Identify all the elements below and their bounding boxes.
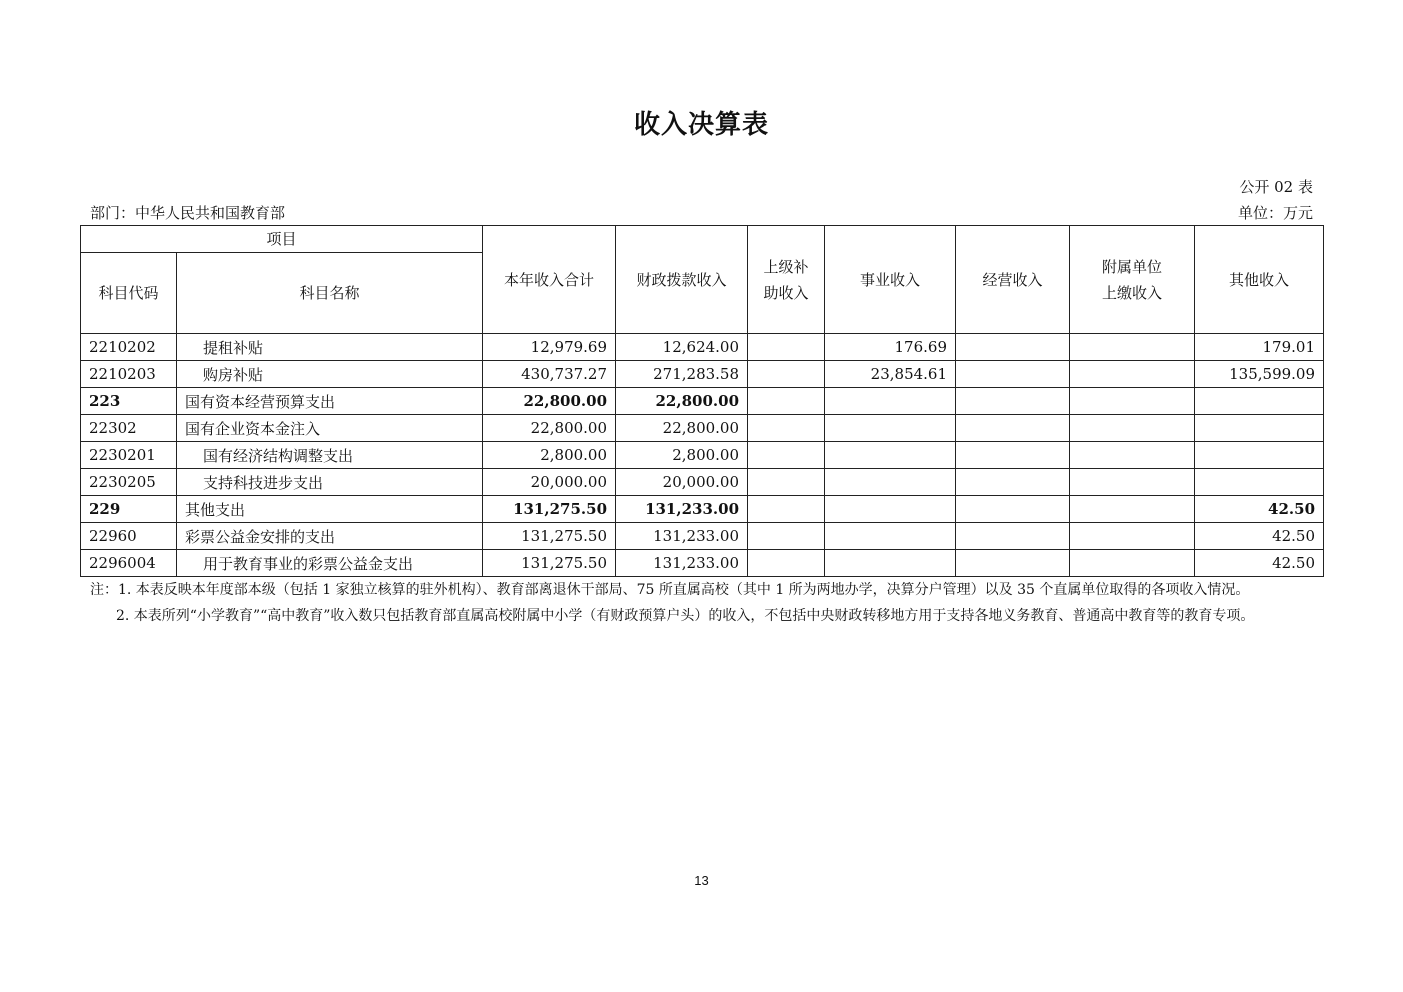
row-total: 12,979.69	[483, 334, 616, 361]
row-other: 42.50	[1195, 496, 1324, 523]
row-total: 22,800.00	[483, 415, 616, 442]
row-operating	[956, 415, 1070, 442]
row-superior	[748, 550, 825, 577]
row-superior	[748, 334, 825, 361]
row-fiscal: 22,800.00	[616, 388, 748, 415]
row-fiscal: 12,624.00	[616, 334, 748, 361]
row-operating	[956, 334, 1070, 361]
row-name: 国有资本经营预算支出	[177, 388, 483, 415]
row-operating	[956, 550, 1070, 577]
header-affiliated-line2: 上缴收入	[1102, 283, 1163, 302]
table-row	[81, 550, 1324, 577]
row-name: 支持科技进步支出	[177, 469, 483, 496]
row-affiliated	[1070, 442, 1195, 469]
row-affiliated	[1070, 415, 1195, 442]
header-fiscal: 财政拨款收入	[616, 226, 748, 334]
row-superior	[748, 496, 825, 523]
row-name: 其他支出	[177, 496, 483, 523]
row-business: 176.69	[825, 334, 956, 361]
row-affiliated	[1070, 334, 1195, 361]
unit-label: 单位：万元	[1237, 204, 1313, 222]
row-name: 购房补贴	[177, 361, 483, 388]
table-row	[81, 496, 1324, 523]
table-row	[81, 442, 1324, 469]
header-business: 事业收入	[825, 226, 956, 334]
table-row	[81, 334, 1324, 361]
row-code: 2230201	[81, 442, 177, 469]
row-business	[825, 415, 956, 442]
row-code: 22302	[81, 415, 177, 442]
row-code: 2230205	[81, 469, 177, 496]
row-other: 135,599.09	[1195, 361, 1324, 388]
row-business: 23,854.61	[825, 361, 956, 388]
row-code: 22960	[81, 523, 177, 550]
row-operating	[956, 442, 1070, 469]
row-superior	[748, 523, 825, 550]
row-affiliated	[1070, 496, 1195, 523]
row-operating	[956, 361, 1070, 388]
row-name: 用于教育事业的彩票公益金支出	[177, 550, 483, 577]
row-fiscal: 20,000.00	[616, 469, 748, 496]
row-name: 国有企业资本金注入	[177, 415, 483, 442]
row-fiscal: 2,800.00	[616, 442, 748, 469]
header-affiliated	[1070, 226, 1195, 334]
row-total: 20,000.00	[483, 469, 616, 496]
row-business	[825, 523, 956, 550]
row-operating	[956, 496, 1070, 523]
row-superior	[748, 361, 825, 388]
row-total: 131,275.50	[483, 550, 616, 577]
header-total: 本年收入合计	[483, 226, 616, 334]
income-table	[80, 225, 1324, 577]
row-superior	[748, 388, 825, 415]
row-business	[825, 442, 956, 469]
header-code: 科目代码	[81, 253, 177, 334]
row-superior	[748, 415, 825, 442]
row-other	[1195, 469, 1324, 496]
row-other: 42.50	[1195, 523, 1324, 550]
row-business	[825, 550, 956, 577]
note-2: 2. 本表所列“小学教育”“高中教育”收入数只包括教育部直属高校附属中小学（有财政预算户头）的收入，不包括中央财政转移地方用于支持各地义务教育、普通高中教育等的教育专项。	[116, 608, 1255, 624]
row-total: 2,800.00	[483, 442, 616, 469]
row-other: 179.01	[1195, 334, 1324, 361]
row-affiliated	[1070, 469, 1195, 496]
row-affiliated	[1070, 388, 1195, 415]
row-superior	[748, 469, 825, 496]
row-name: 国有经济结构调整支出	[177, 442, 483, 469]
header-superior	[748, 226, 825, 334]
header-operating: 经营收入	[956, 226, 1070, 334]
row-fiscal: 22,800.00	[616, 415, 748, 442]
row-code: 2296004	[81, 550, 177, 577]
row-other	[1195, 388, 1324, 415]
row-other	[1195, 415, 1324, 442]
row-business	[825, 496, 956, 523]
row-other	[1195, 442, 1324, 469]
row-other: 42.50	[1195, 550, 1324, 577]
table-row	[81, 415, 1324, 442]
header-name: 科目名称	[177, 253, 483, 334]
row-fiscal: 271,283.58	[616, 361, 748, 388]
row-fiscal: 131,233.00	[616, 496, 748, 523]
row-total: 131,275.50	[483, 523, 616, 550]
row-operating	[956, 523, 1070, 550]
row-total: 131,275.50	[483, 496, 616, 523]
row-business	[825, 388, 956, 415]
note-1: 注：1. 本表反映本年度部本级（包括 1 家独立核算的驻外机构）、教育部离退休干部局、75 所直属高校（其中 1 所为两地办学，决算分户管理）以及 35 个直属单位取得的各项收入情况。	[90, 582, 1250, 598]
department-label: 部门：中华人民共和国教育部	[90, 204, 286, 222]
row-total: 430,737.27	[483, 361, 616, 388]
table-row	[81, 388, 1324, 415]
row-operating	[956, 469, 1070, 496]
table-row	[81, 469, 1324, 496]
row-fiscal: 131,233.00	[616, 550, 748, 577]
row-affiliated	[1070, 523, 1195, 550]
table-notes	[90, 577, 1325, 629]
row-affiliated	[1070, 361, 1195, 388]
row-code: 2210203	[81, 361, 177, 388]
header-item: 项目	[81, 226, 483, 253]
row-name: 提租补贴	[177, 334, 483, 361]
row-code: 2210202	[81, 334, 177, 361]
row-total: 22,800.00	[483, 388, 616, 415]
row-name: 彩票公益金安排的支出	[177, 523, 483, 550]
form-number: 公开 02 表	[1239, 178, 1313, 196]
row-business	[825, 469, 956, 496]
header-superior-line2: 助收入	[763, 283, 809, 302]
row-superior	[748, 442, 825, 469]
header-affiliated-line1: 附属单位	[1102, 257, 1163, 276]
page-title: 收入决算表	[633, 110, 769, 140]
header-other: 其他收入	[1195, 226, 1324, 334]
row-code: 223	[81, 388, 177, 415]
table-row	[81, 523, 1324, 550]
row-operating	[956, 388, 1070, 415]
page-number: 13	[694, 873, 709, 888]
row-fiscal: 131,233.00	[616, 523, 748, 550]
row-affiliated	[1070, 550, 1195, 577]
table-row	[81, 361, 1324, 388]
row-code: 229	[81, 496, 177, 523]
header-superior-line1: 上级补	[763, 257, 809, 276]
